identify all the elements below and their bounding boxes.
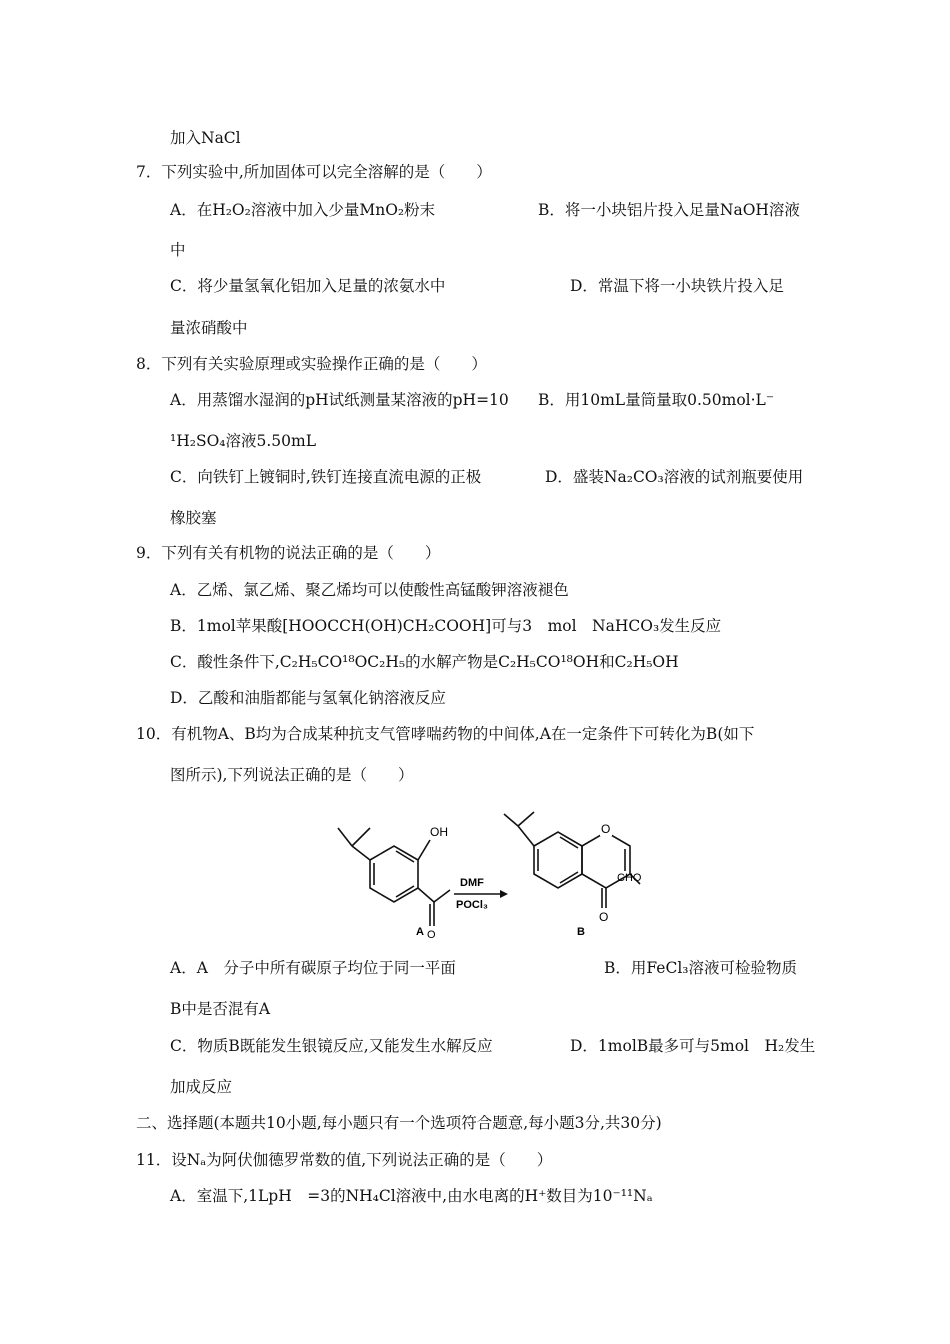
molecule-a [338,828,450,926]
q8-option-b-cont: ¹H₂SO₄溶液5.50mL [170,432,316,450]
question-10: 10．有机物A、B均为合成某种抗支气管哮喘药物的中间体,A在一定条件下可转化为B(如下 [136,725,755,743]
q10-option-a: A．A 分子中所有碳原子均位于同一平面 [170,959,456,977]
label-a: A [416,926,424,938]
line-addnacl: 加入NaCl [170,129,241,147]
q10-option-b: B．用FeCl₃溶液可检验物质 [604,959,798,977]
q9-option-a: A．乙烯、氯乙烯、聚乙烯均可以使酸性高锰酸钾溶液褪色 [170,581,569,599]
section-2-heading: 二、选择题(本题共10小题,每小题只有一个选项符合题意,每小题3分,共30分) [136,1114,662,1132]
molecule-a-benzene-ring [370,846,418,902]
q7-option-d-cont: 量浓硝酸中 [170,319,248,337]
q7-option-b-cont: 中 [170,241,186,259]
reaction-arrow-head [500,890,508,898]
reagent-dmf: DMF [460,877,484,889]
question-11: 11．设Nₐ为阿伏伽德罗常数的值,下列说法正确的是（ ） [136,1151,553,1169]
reagent-pocl3: POCl₃ [456,899,488,911]
label-b: B [577,926,585,938]
molecule-b-cho-label: CHO [617,872,642,884]
question-9: 9．下列有关有机物的说法正确的是（ ） [136,544,441,562]
molecule-b-ring-o: O [601,822,611,836]
molecule-a-ketone-o: O [427,929,436,940]
q7-option-d: D．常温下将一小块铁片投入足 [570,277,784,295]
q10-option-b-cont: B中是否混有A [170,1000,271,1018]
q11-option-a: A．室温下,1LpH =3的NH₄Cl溶液中,由水电离的H⁺数目为10⁻¹¹Nₐ [170,1187,653,1205]
q9-option-d: D．乙酸和油脂都能与氢氧化钠溶液反应 [170,689,446,707]
q8-option-d-cont: 橡胶塞 [170,509,217,527]
molecule-a-oh-bond [418,840,430,860]
molecule-b [504,812,640,908]
q10-option-c: C．物质B既能发生银镜反应,又能发生水解反应 [170,1037,493,1055]
q7-option-a: A．在H₂O₂溶液中加入少量MnO₂粉末 [170,201,436,219]
q10-option-d: D．1molB最多可与5mol H₂发生 [570,1037,816,1055]
q9-option-c: C．酸性条件下,C₂H₅CO¹⁸OC₂H₅的水解产物是C₂H₅CO¹⁸OH和C₂H₅OH [170,653,679,671]
q7-option-c: C．将少量氢氧化铝加入足量的浓氨水中 [170,277,446,295]
molecule-a-oh-label: OH [430,825,448,839]
q10-option-d-cont: 加成反应 [170,1078,233,1096]
molecule-b-isopropyl-stem [518,826,534,846]
q8-option-b: B．用10mL量筒量取0.50mol·L⁻ [538,391,775,409]
question-8: 8．下列有关实验原理或实验操作正确的是（ ） [136,355,487,373]
molecule-b-ketone-o: O [599,910,609,924]
molecule-a-isopropyl-stem [352,846,370,860]
q8-option-c: C．向铁钉上镀铜时,铁钉连接直流电源的正极 [170,468,482,486]
q8-option-a: A．用蒸馏水湿润的pH试纸测量某溶液的pH=10 [170,391,509,409]
reaction-scheme-figure [330,800,650,940]
q7-option-b: B．将一小块铝片投入足量NaOH溶液 [538,201,800,219]
molecule-b-benzene-ring [534,832,582,888]
molecule-a-acetyl-bond [418,888,434,902]
q9-option-b: B．1mol苹果酸[HOOCCH(OH)CH₂COOH]可与3 mol NaHCO₃发生反应 [170,617,722,635]
q8-option-d: D．盛装Na₂CO₃溶液的试剂瓶要使用 [545,468,804,486]
question-10-cont: 图所示),下列说法正确的是（ ） [170,766,414,784]
question-7: 7．下列实验中,所加固体可以完全溶解的是（ ） [136,163,492,181]
